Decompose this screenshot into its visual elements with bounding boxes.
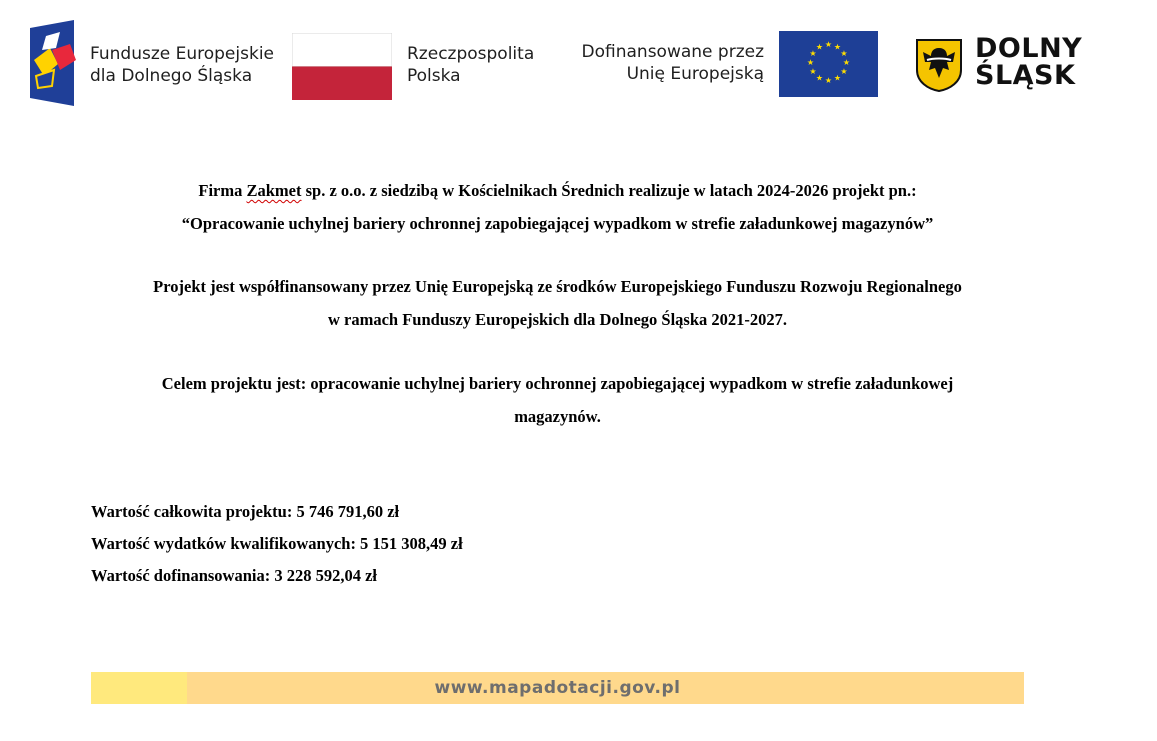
- fe-logo-line2: dla Dolnego Śląska: [90, 66, 253, 86]
- svg-text:★: ★: [824, 76, 833, 85]
- ds-logo-line2: ŚLĄSK: [975, 60, 1076, 91]
- project-intro: [60, 174, 1055, 207]
- logo-strip: [0, 0, 1157, 130]
- footer-bar: [91, 672, 1024, 704]
- footer-url[interactable]: www.mapadotacji.gov.pl: [434, 678, 681, 698]
- goal-line1: Celem projektu jest: opracowanie uchylnej bariery ochronnej zapobiegającej wypadkom w strefie załadunkowej: [161, 374, 954, 393]
- svg-text:★: ★: [833, 42, 842, 52]
- rp-logo-line1: Rzeczpospolita: [407, 44, 535, 64]
- ds-logo-line1: DOLNY: [975, 33, 1083, 64]
- svg-text:★: ★: [833, 73, 842, 83]
- dolny-slask-coat-of-arms-icon: [915, 38, 963, 92]
- polish-flag-icon: [292, 33, 392, 100]
- goal-line2: magazynów.: [514, 407, 601, 426]
- fundusze-europejskie-logo-icon: [30, 20, 78, 106]
- svg-text:★: ★: [840, 67, 848, 76]
- value-cofinancing: Wartość dofinansowania: 3 228 592,04 zł: [91, 566, 378, 585]
- svg-text:★: ★: [815, 42, 824, 52]
- svg-text:★: ★: [809, 49, 817, 58]
- svg-text:★: ★: [806, 58, 815, 67]
- project-title: “Opracowanie uchylnej bariery ochronnej zapobiegającej wypadkom w strefie załadunkowej magazynów”: [181, 214, 934, 233]
- company-name: Zakmet: [246, 181, 302, 200]
- value-total: Wartość całkowita projektu: 5 746 791,60 zł: [91, 502, 400, 521]
- value-eligible: Wartość wydatków kwalifikowanych: 5 151 308,49 zł: [91, 534, 463, 553]
- fe-logo-line1: Fundusze Europejskie: [90, 44, 274, 64]
- intro-after: sp. z o.o. z siedzibą w Kościelnikach Średnich realizuje w latach 2024-2026 projekt pn.:: [301, 181, 917, 200]
- svg-text:★: ★: [824, 40, 833, 49]
- svg-text:★: ★: [809, 67, 817, 76]
- funding-line2: w ramach Funduszy Europejskich dla Dolnego Śląska 2021-2027.: [327, 310, 787, 329]
- svg-text:★: ★: [815, 73, 824, 83]
- eu-logo-line1: Dofinansowane przez: [581, 42, 764, 62]
- svg-text:★: ★: [842, 58, 851, 67]
- eu-logo-line2: Unię Europejską: [626, 64, 764, 84]
- intro-before: Firma: [198, 181, 247, 200]
- rp-logo-line2: Polska: [407, 66, 461, 86]
- funding-line1: Projekt jest współfinansowany przez Unię Europejską ze środków Europejskiego Funduszu Rozwoju Regionalnego: [153, 277, 962, 296]
- svg-text:★: ★: [840, 49, 848, 58]
- eu-flag-icon: [779, 31, 878, 97]
